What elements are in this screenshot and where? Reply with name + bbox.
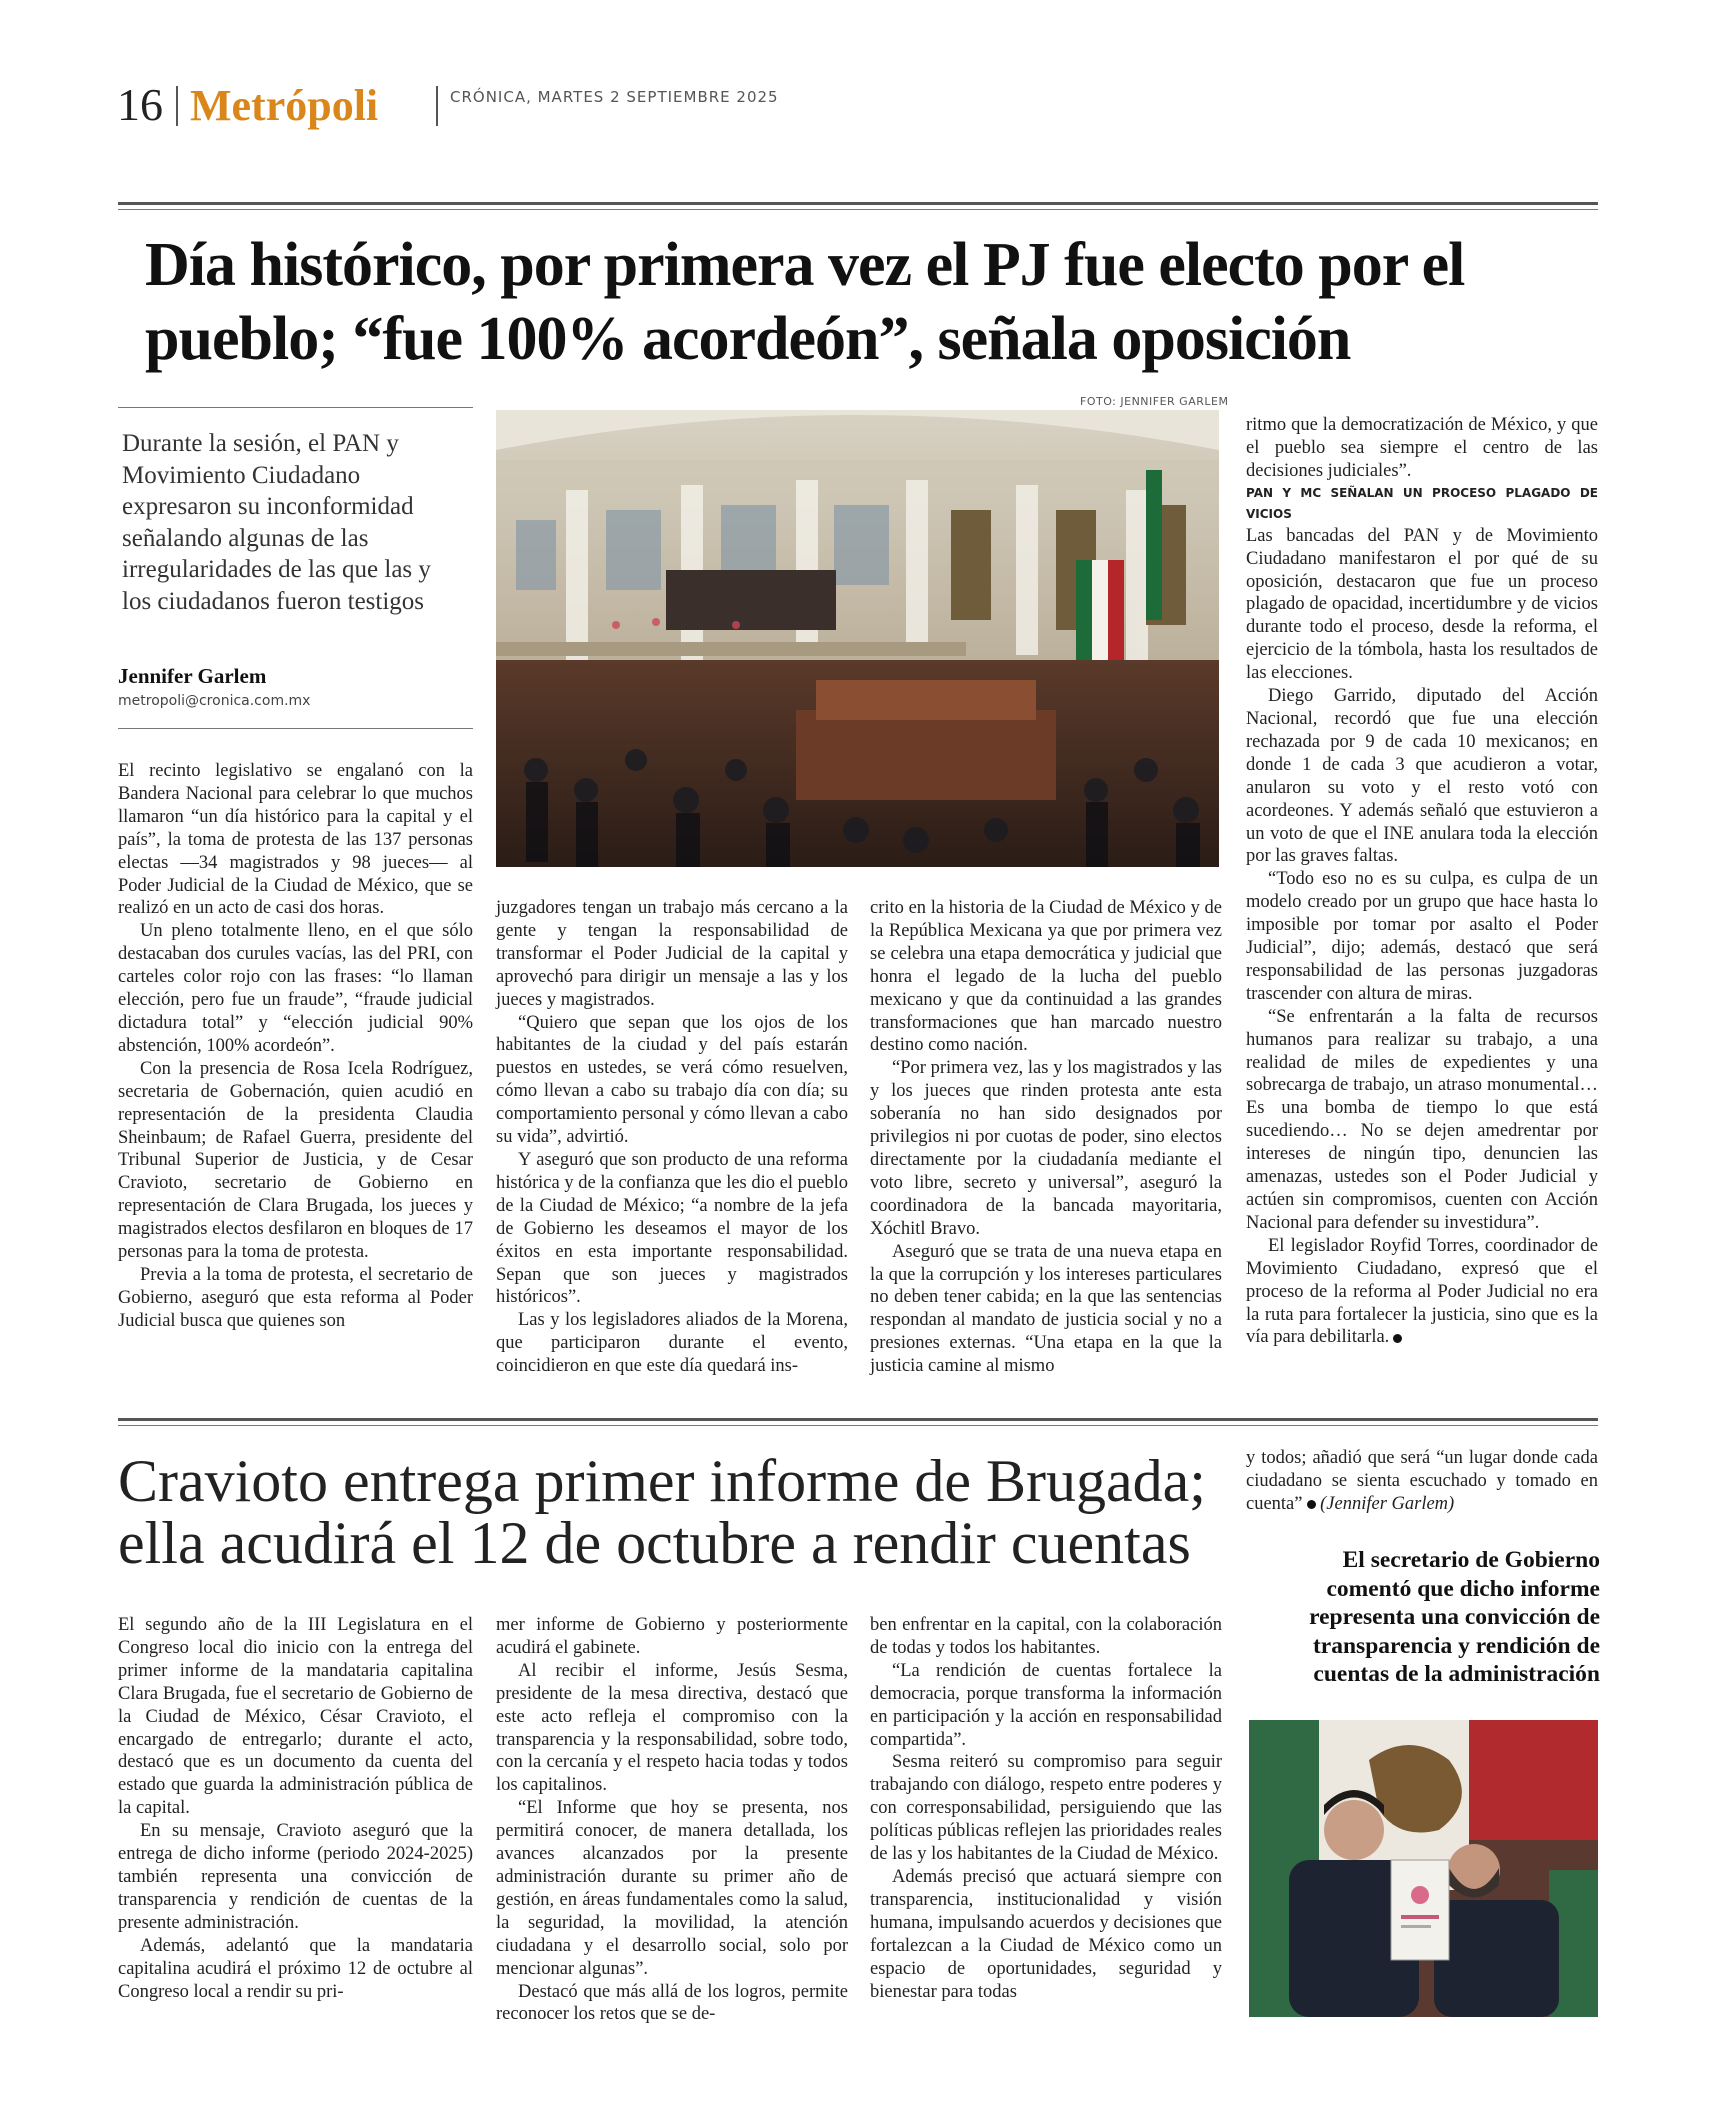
paragraph: En su mensaje, Cravioto aseguró que la entrega de dicho informe (periodo 2024-2025) también representa una convicción de transparencia y rendición de cuentas de la presente administración.: [118, 1821, 473, 1933]
paragraph: Y aseguró que son producto de una reforma histórica y de la confianza que les dio el pueblo de la Ciudad de México; “a nombre de la jefa de Gobierno les deseamos el mayor de los éxitos en esta importante responsabilidad. Sepan que son jueces y magistrados históricos”.: [496, 1149, 848, 1308]
page-number: 16: [117, 79, 163, 130]
section-title: Metrópoli: [190, 81, 379, 130]
article1-headline: Día histórico, por primera vez el PJ fue electo por el pueblo; “fue 100% acordeón”, señala oposición: [145, 231, 1465, 373]
header-divider: [436, 86, 438, 126]
top-rule: [118, 202, 1598, 205]
paragraph: Previa a la toma de protesta, el secretario de Gobierno, aseguró que esta reforma al Poder Judicial busca que quienes son: [118, 1264, 473, 1331]
paragraph: Sesma reiteró su compromiso para seguir trabajando con diálogo, respeto entre poderes y con corresponsabilidad, persiguiendo que las políticas públicas reflejen las prioridades reales de las y los habitantes de la Ciudad de México.: [870, 1752, 1222, 1865]
paragraph: crito en la historia de la Ciudad de México y de la República Mexicana ya que por primera vez se celebra una etapa democrática y judicial que honra el legado de la lucha del pueblo mexicano y que da continuidad a las grandes transformaciones que han marcado nuestro destino como nación.: [870, 898, 1222, 1056]
paragraph: Al recibir el informe, Jesús Sesma, presidente de la mesa directiva, destacó que este acto refleja el compromiso con la transparencia y la responsabilidad, sobre todo, con la cercanía y el respeto hacia todas y todos los capitalinos.: [496, 1660, 848, 1796]
author-email: metropoli@cronica.com.mx: [118, 693, 311, 709]
paragraph: Un pleno totalmente lleno, en el que sólo destacaban dos curules vacías, las del PRI, con carteles color rojo con las frases: “lo llaman elección, pero fue un fraude”, “fraude judicial dictadura total” y “elección judicial 90% abstención, 100% acordeón”.: [118, 921, 473, 1056]
top-rule-thin: [118, 209, 1598, 210]
paragraph: juzgadores tengan un trabajo más cercano a la gente y tengan la responsabilidad de transformar el Poder Judicial de la capital y aprovechó para dirigir un mensaje a las y los jueces y magistrados.: [496, 898, 848, 1010]
paragraph: Las bancadas del PAN y de Movimiento Ciudadano manifestaron el por qué de su oposición, destacaron que fue un proceso plagado de opacidad, incertidumbre y de vicios durante todo el proceso, desde la reforma, el ejercicio de la tómbola, hasta los resultados de las elecciones.: [1246, 525, 1598, 684]
paragraph: Además, adelantó que la mandataria capitalina acudirá el próximo 12 de octubre al Congreso local a rendir su pri-: [118, 1935, 473, 2002]
paragraph: Destacó que más allá de los logros, permite reconocer los retos que se de-: [496, 1981, 848, 2025]
deck-rule: [118, 407, 473, 408]
paragraph: ritmo que la democratización de México, y que el pueblo sea siempre el centro de las decisiones judiciales”.: [1246, 415, 1598, 481]
article1-deck: Durante la sesión, el PAN y Movimiento Ciudadano expresaron su inconformidad señalando algunas de las irregularidades de las que las y los ciudadanos fueron testigos: [122, 430, 431, 615]
end-mark-icon: [1307, 1500, 1316, 1509]
paragraph: Las y los legisladores aliados de la Morena, que participaron durante el evento, coincidieron en que este día quedará ins-: [496, 1310, 848, 1377]
paragraph: Con la presencia de Rosa Icela Rodríguez, secretaria de Gobernación, quien acudió en representación de la presidenta Claudia Sheinbaum; de Rafael Guerra, presidente del Tribunal Superior de Justicia, y de Cesar Cravioto, secretario de Gobierno en representación de Clara Brugada, los jueces y magistrados electos desfilaron en bloques de 17 personas para la toma de protesta.: [118, 1058, 473, 1263]
photo-credit: FOTO: JENNIFER GARLEM: [1080, 395, 1229, 408]
paragraph-text: El legislador Royfid Torres, coordinador de Movimiento Ciudadano, expresó que el proceso de la reforma al Poder Judicial no era la ruta para fortalecer la justicia, sino que es la vía para debilitarla.: [1246, 1235, 1598, 1348]
article1-column-3: [870, 897, 1222, 1378]
paragraph: [1246, 1235, 1598, 1350]
paragraph: “La rendición de cuentas fortalece la democracia, porque transforma la información en participación y la acción en responsabilidad compartida”.: [870, 1660, 1222, 1750]
header-divider: [176, 86, 178, 126]
article1-column-4: [1246, 414, 1598, 1349]
paragraph: Además precisó que actuará siempre con transparencia, institucionalidad y visión humana, impulsando acuerdos y decisiones que fortalezcan a la Ciudad de México como un espacio de oportunidades, seguridad y bienestar para todas: [870, 1866, 1222, 2002]
issue-date: CRÓNICA, MARTES 2 SEPTIEMBRE 2025: [450, 88, 779, 106]
byline-rule: [118, 728, 473, 729]
end-mark-icon: [1393, 1334, 1402, 1343]
article1-column-1: [118, 760, 473, 1333]
subheading: PAN Y MC SEÑALAN UN PROCESO PLAGADO DE VICIOS: [1246, 485, 1598, 521]
paragraph: mer informe de Gobierno y posteriormente acudirá el gabinete.: [496, 1615, 848, 1658]
paragraph: [1246, 1447, 1598, 1516]
article1-column-2: [496, 897, 848, 1378]
paragraph: El segundo año de la III Legislatura en el Congreso local dio inicio con la entrega del primer informe de la mandataria capitalina Clara Brugada, fue el secretario de Gobierno de la Ciudad de México, César Cravioto, el encargado de entregarlo; durante el acto, destacó que es un documento da cuenta del estado que guarda la administración pública de la capital.: [118, 1615, 473, 1819]
author-name: Jennifer Garlem: [118, 664, 267, 688]
paragraph-text: y todos; añadió que será “un lugar donde cada ciudadano se sienta escuchado y tomado en cuenta”: [1246, 1448, 1598, 1514]
article2-column-4: [1246, 1447, 1598, 1516]
paragraph: “El Informe que hoy se presenta, nos permitirá conocer, de manera detallada, los avances alcanzados por la presente administración durante su primer año de gestión, en áreas fundamentales como la salud, la seguridad, la movilidad, la atención ciudadana y el desarrollo social, solo por mencionar algunas”.: [496, 1798, 848, 1979]
paragraph: “Todo eso no es su culpa, es culpa de un modelo creado por un grupo que hace hasta lo imposible por tomar por asalto el Poder Judicial”, dijo; además, destacó que será responsabilidad de las personas juzgadoras trascender con altura de miras.: [1246, 869, 1598, 1004]
author-credit: (Jennifer Garlem): [1320, 1493, 1455, 1514]
informe-handover-photo: [1249, 1720, 1598, 2017]
paragraph: El recinto legislativo se engalanó con la Bandera Nacional para celebrar lo que muchos llamaron “un día histórico para la capital y el país”, la toma de protesta de las 137 personas electas —34 magistrados y 98 jueces— al Poder Judicial de la Ciudad de México, que se realizó en un acto de casi dos horas.: [118, 761, 473, 919]
article2-column-2: [496, 1614, 848, 2026]
article2-column-1: [118, 1614, 473, 2003]
congress-chamber-photo: [496, 410, 1219, 867]
paragraph: “Se enfrentarán a la falta de recursos humanos para realizar su trabajo, a una realidad de miles de expedientes y una sobrecarga de trabajo, un atraso monumental… Es una bomba de tiempo lo que está sucediendo… No se dejen amedrentar por intereses de ningún tipo, denuncien las amenazas, ustedes son el Poder Judicial y actúen sin compromisos, cuenten con Acción Nacional para defender su investidura”.: [1246, 1006, 1598, 1233]
paragraph: Diego Garrido, diputado del Acción Nacional, recordó que fue una elección rechazada por 9 de cada 10 mexicanos; en donde 1 de cada 3 que acudieron a votar, anularon su voto y el resto votó con acordeones. Y además señaló que estuvieron a un voto de que el INE anulara toda la elección por las graves faltas.: [1246, 686, 1598, 867]
article2-column-3: [870, 1614, 1222, 2003]
paragraph: Aseguró que se trata de una nueva etapa en la que la corrupción y los intereses particulares no deben tener cabida; en la que las sentencias respondan al mandato de justicia social y no a presiones externas. “Una etapa en la que la justicia camine al mismo: [870, 1241, 1222, 1377]
paragraph: ben enfrentar en la capital, con la colaboración de todas y todos los habitantes.: [870, 1615, 1222, 1658]
pull-quote: El secretario de Gobierno comentó que dicho informe representa una convicción de transparencia y rendición de cuentas de la administración: [1309, 1547, 1600, 1688]
paragraph: “Quiero que sepan que los ojos de los habitantes de la ciudad y del país estarán puestos en ustedes, se verá cómo resuelven, cómo llevan a cabo su trabajo día con día; su comportamiento personal y cómo llevan a cabo su vida”, advirtió.: [496, 1012, 848, 1148]
section-rule-thin: [118, 1425, 1598, 1426]
paragraph: “Por primera vez, las y los magistrados y las y los jueces que rinden protesta ante esta soberanía no han sido designados por privilegios ni por cuotas de poder, sino electos directamente por la ciudadanía mediante el voto libre, secreto y universal”, aseguró la coordinadora de la bancada mayoritaria, Xóchitl Bravo.: [870, 1058, 1222, 1239]
section-rule: [118, 1418, 1598, 1421]
article2-headline: Cravioto entrega primer informe de Brugada; ella acudirá el 12 de octubre a rendir cuentas: [118, 1448, 1206, 1576]
